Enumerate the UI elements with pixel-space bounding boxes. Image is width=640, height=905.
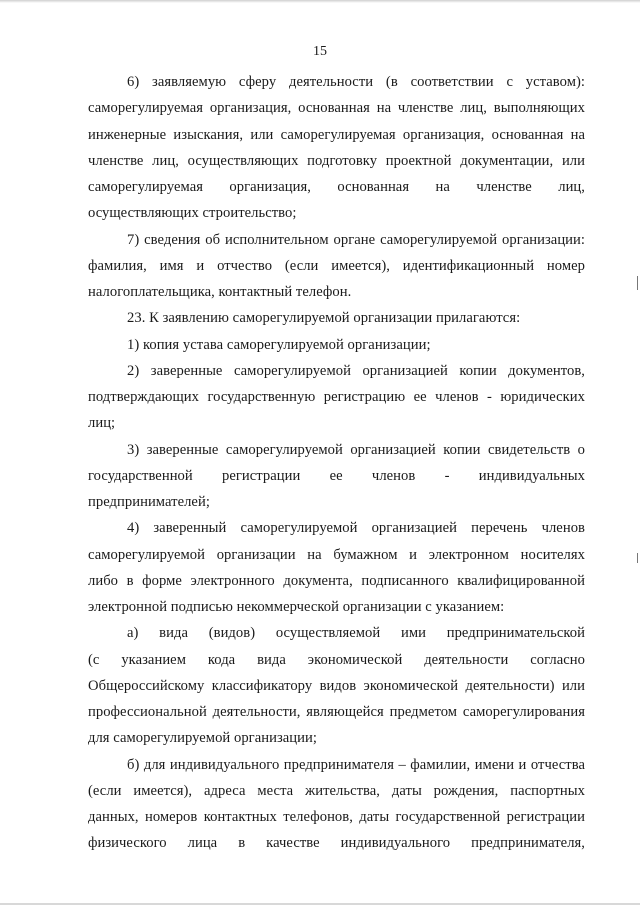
scan-edge-mark — [637, 553, 638, 563]
text-line: 6) заявляемую сферу деятельности (в соответствии с уставом): — [127, 74, 585, 90]
scan-top-edge — [0, 0, 640, 3]
text-line: б) для индивидуального предпринимателя – фамилии, имени и отчества — [127, 757, 585, 773]
text-line: подтверждающих государственную регистрацию ее членов - юридических — [88, 389, 585, 405]
text-line: физического лица в качестве индивидуального предпринимателя, — [88, 835, 585, 851]
text-line: саморегулируемая организация, основанная на членстве лиц, — [88, 179, 585, 195]
text-line: данных, номеров контактных телефонов, даты государственной регистрации — [88, 809, 585, 825]
text-line: членстве лиц, осуществляющих подготовку проектной документации, или — [88, 153, 585, 169]
text-line: профессиональной деятельности, являющейся предметом саморегулирования — [88, 704, 585, 720]
text-line: 3) заверенные саморегулируемой организацией копии свидетельств о — [127, 442, 585, 458]
text-line: 2) заверенные саморегулируемой организацией копии документов, — [127, 363, 585, 379]
text-line: 4) заверенный саморегулируемой организацией перечень членов — [127, 520, 585, 536]
scan-edge-mark — [637, 276, 638, 290]
text-line: для саморегулируемой организации; — [88, 730, 317, 746]
text-line: а) вида (видов) осуществляемой ими предпринимательской — [127, 625, 585, 641]
text-line: саморегулируемой организации на бумажном и электронном носителях — [88, 547, 585, 563]
section-heading: 23. К заявлению саморегулируемой организации прилагаются: — [127, 310, 521, 326]
text-line: фамилия, имя и отчество (если имеется), идентификационный номер — [88, 258, 585, 274]
text-line: 7) сведения об исполнительном органе саморегулируемой организации: — [127, 232, 585, 248]
text-line: лиц; — [88, 415, 116, 431]
text-line: налогоплательщика, контактный телефон. — [88, 284, 352, 300]
text-line: саморегулируемая организация, основанная на членстве лиц, выполняющих — [88, 100, 585, 116]
text-line: 1) копия устава саморегулируемой организации; — [127, 337, 431, 353]
text-line: осуществляющих строительство; — [88, 205, 297, 221]
text-line: инженерные изыскания, или саморегулируемая организация, основанная на — [88, 127, 585, 143]
text-line: Общероссийскому классификатору видов экономической деятельности) или — [88, 678, 585, 694]
text-line: либо в форме электронного документа, подписанного квалифицированной — [88, 573, 585, 589]
page-number: 15 — [313, 44, 327, 59]
text-line: государственной регистрации ее членов - индивидуальных — [88, 468, 585, 484]
text-line: предпринимателей; — [88, 494, 210, 510]
text-line: (с указанием кода вида экономической деятельности согласно — [88, 652, 585, 668]
text-line: электронной подписью некоммерческой организации с указанием: — [88, 599, 505, 615]
text-line: (если имеется), адреса места жительства, даты рождения, паспортных — [88, 783, 585, 799]
